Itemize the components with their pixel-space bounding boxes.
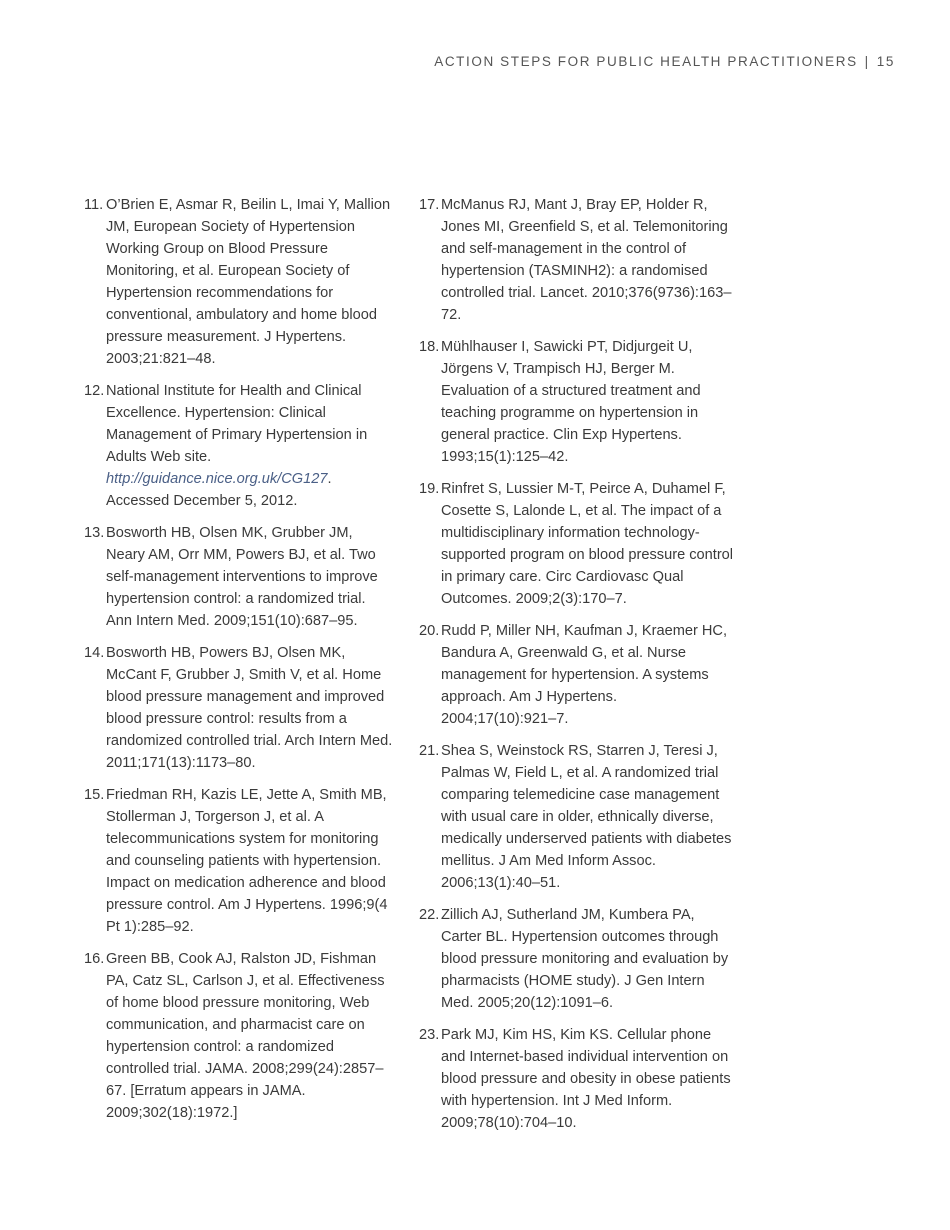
page-number: 15 <box>876 54 895 69</box>
reference-number: 13. <box>84 525 105 541</box>
reference-number: 21. <box>419 743 440 759</box>
reference-item <box>419 620 734 730</box>
reference-text: Park MJ, Kim HS, Kim KS. Cellular phone and Internet-based individual intervention on blood pressure and obesity in obese patients with hypertension. Int J Med Inform. 2009;78(10):704–10. <box>441 1027 731 1131</box>
reference-text <box>106 380 394 512</box>
header-title: ACTION STEPS FOR PUBLIC HEALTH PRACTITIONERS <box>434 54 858 69</box>
reference-item <box>84 784 394 938</box>
reference-text: McManus RJ, Mant J, Bray EP, Holder R, Jones MI, Greenfield S, et al. Telemonitoring and self-management in the control of hypertension (TASMINH2): a randomised controlled trial. Lancet. 2010;376(9736):163–72. <box>441 197 732 323</box>
reference-text: Bosworth HB, Powers BJ, Olsen MK, McCant F, Grubber J, Smith V, et al. Home blood pressure management and improved blood pressure control: results from a randomized controlled trial. Arch Intern Med. 2011;171(13):1173–80. <box>106 645 393 771</box>
reference-text-body: National Institute for Health and Clinical Excellence. Hypertension: Clinical Management of Primary Hypertension in Adults Web site. <box>106 383 368 465</box>
reference-text: Zillich AJ, Sutherland JM, Kumbera PA, Carter BL. Hypertension outcomes through blood pressure monitoring and evaluation by pharmacists (HOME study). J Gen Intern Med. 2005;20(12):1091–6. <box>441 907 729 1011</box>
reference-link[interactable]: http://guidance.nice.org.uk/CG127 <box>106 471 328 487</box>
reference-item <box>84 642 394 774</box>
reference-item <box>419 194 734 326</box>
reference-text: Shea S, Weinstock RS, Starren J, Teresi J, Palmas W, Field L, et al. A randomized trial comparing telemedicine case management with usual care in older, ethnically diverse, medically underserved patients with diabetes mellitus. J Am Med Inform Assoc. 2006;13(1):40–51. <box>441 743 732 891</box>
reference-item <box>84 194 394 370</box>
reference-item <box>419 478 734 610</box>
reference-number: 14. <box>84 645 105 661</box>
header-separator: | <box>864 54 870 69</box>
reference-item <box>84 948 394 1124</box>
reference-text: Rudd P, Miller NH, Kaufman J, Kraemer HC, Bandura A, Greenwald G, et al. Nurse management for hypertension. A systems approach. Am J Hypertens. 2004;17(10):921–7. <box>441 623 728 727</box>
reference-number: 22. <box>419 907 440 923</box>
reference-item <box>84 522 394 632</box>
reference-item <box>419 1024 734 1134</box>
reference-item <box>419 336 734 468</box>
reference-number: 17. <box>419 197 440 213</box>
reference-number: 23. <box>419 1027 440 1043</box>
reference-item <box>419 740 734 894</box>
reference-number: 15. <box>84 787 105 803</box>
reference-text: Rinfret S, Lussier M-T, Peirce A, Duhamel F, Cosette S, Lalonde L, et al. The impact of a multidisciplinary information technology-supported program on blood pressure control in primary care. Circ Cardiovasc Qual Outcomes. 2009;2(3):170–7. <box>441 481 734 607</box>
reference-text: Bosworth HB, Olsen MK, Grubber JM, Neary AM, Orr MM, Powers BJ, et al. Two self-management interventions to improve hypertension control: a randomized trial. Ann Intern Med. 2009;151(10):687–95. <box>106 525 378 629</box>
reference-text-tail: . Accessed December 5, 2012. <box>106 471 332 509</box>
reference-number: 12. <box>84 383 105 399</box>
reference-number: 11. <box>84 197 104 213</box>
reference-number: 20. <box>419 623 440 639</box>
reference-number: 19. <box>419 481 440 497</box>
reference-text: Friedman RH, Kazis LE, Jette A, Smith MB, Stollerman J, Torgerson J, et al. A telecommunications system for monitoring and counseling patients with hypertension. Impact on medication adherence and blood pressure control. Am J Hypertens. 1996;9(4 Pt 1):285–92. <box>106 787 388 935</box>
references-right-column <box>419 194 734 1144</box>
references-left-column <box>84 194 394 1134</box>
reference-text: Green BB, Cook AJ, Ralston JD, Fishman PA, Catz SL, Carlson J, et al. Effectiveness of home blood pressure monitoring, Web communication, and pharmacist care on hypertension control: a randomized controlled trial. JAMA. 2008;299(24):2857–67. [Erratum appears in JAMA. 2009;302(18):1972.] <box>106 951 385 1121</box>
running-header <box>434 54 895 69</box>
reference-item <box>84 380 394 512</box>
reference-number: 18. <box>419 339 440 355</box>
reference-text: Mühlhauser I, Sawicki PT, Didjurgeit U, Jörgens V, Trampisch HJ, Berger M. Evaluation of a structured treatment and teaching programme on hypertension in general practice. Clin Exp Hypertens. 1993;15(1):125–42. <box>441 339 701 465</box>
reference-item <box>419 904 734 1014</box>
reference-text: O’Brien E, Asmar R, Beilin L, Imai Y, Mallion JM, European Society of Hypertension Working Group on Blood Pressure Monitoring, et al. European Society of Hypertension recommendations for conventional, ambulatory and home blood pressure measurement. J Hypertens. 2003;21:821–48. <box>106 197 391 367</box>
reference-number: 16. <box>84 951 105 967</box>
